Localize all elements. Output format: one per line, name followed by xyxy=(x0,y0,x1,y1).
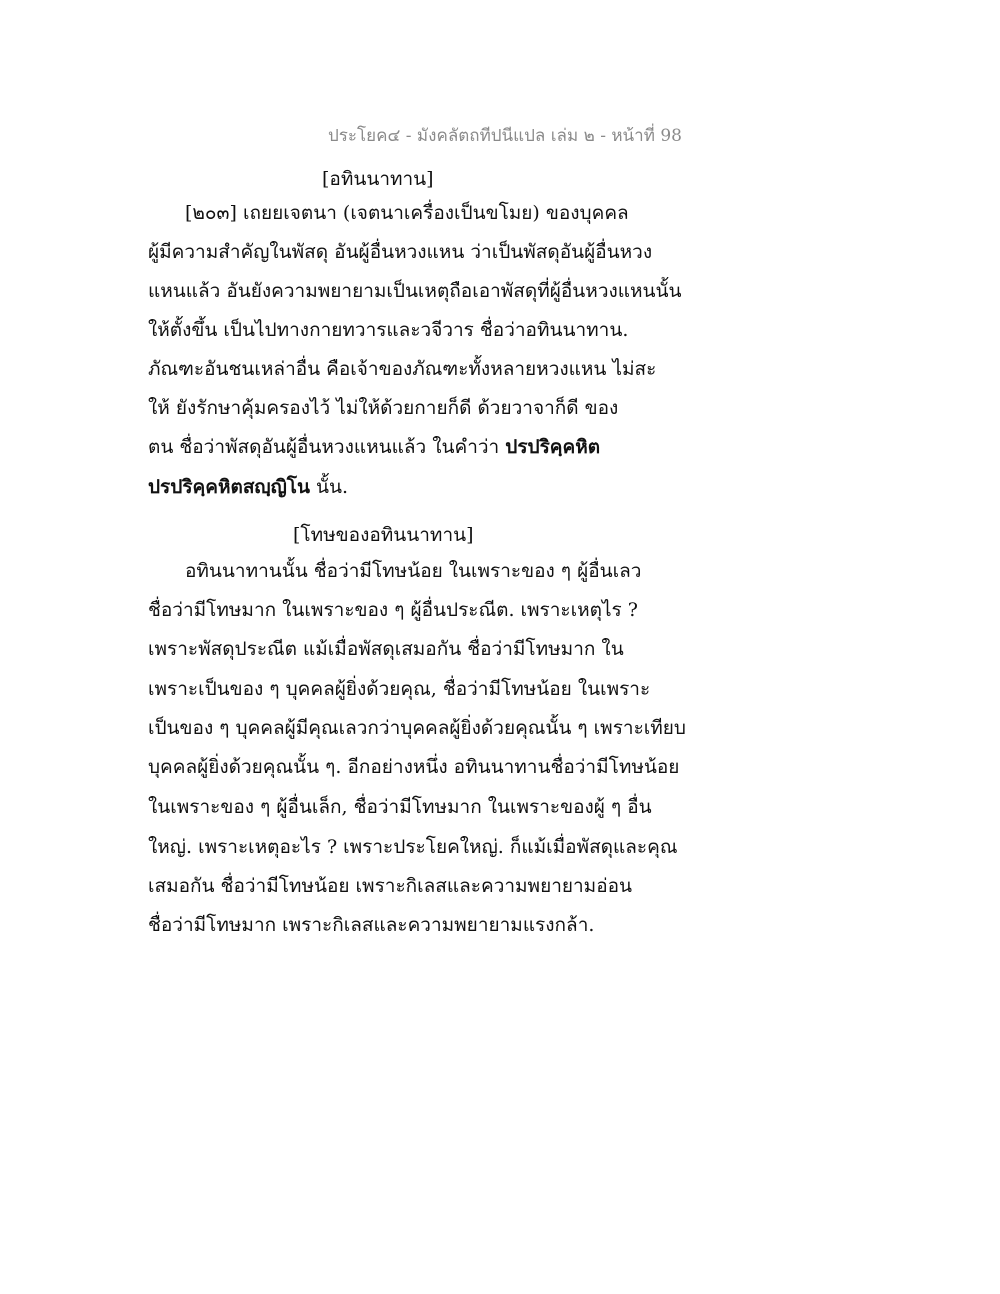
running-header: ประโยค๔ - มังคลัตถทีปนีแปล เล่ม ๒ - หน้าที่ 98 xyxy=(328,126,682,146)
paragraph1-line2: ผู้มีความสำคัญในพัสดุ อันผู้อื่นหวงแหน ว่าเป็นพัสดุอันผู้อื่นหวง xyxy=(148,241,653,263)
paragraph1-line8 xyxy=(148,478,348,497)
pali-term-parapariggahitasannino: ปรปริคฺคหิตสญฺญิโน xyxy=(148,476,310,498)
paragraph1-line1: [๒๐๓] เถยยเจตนา (เจตนาเครื่องเป็นขโมย) ของบุคคล xyxy=(185,202,629,224)
paragraph2-line2: ชื่อว่ามีโทษมาก ในเพราะของ ๆ ผู้อื่นประณีต. เพราะเหตุไร ? xyxy=(148,599,638,621)
paragraph1-line4: ให้ตั้งขึ้น เป็นไปทางกายทวารและวจีวาร ชื่อว่าอทินนาทาน. xyxy=(148,319,629,341)
paragraph1-line7 xyxy=(148,438,600,457)
paragraph2-line6: บุคคลผู้ยิ่งด้วยคุณนั้น ๆ. อีกอย่างหนึ่ง อทินนาทานชื่อว่ามีโทษน้อย xyxy=(148,756,680,778)
paragraph1-line3: แหนแล้ว อันยังความพยายามเป็นเหตุถือเอาพัสดุที่ผู้อื่นหวงแหนนั้น xyxy=(148,280,682,302)
paragraph2-line4: เพราะเป็นของ ๆ บุคคลผู้ยิ่งด้วยคุณ, ชื่อว่ามีโทษน้อย ในเพราะ xyxy=(148,678,651,700)
paragraph2-line9: เสมอกัน ชื่อว่ามีโทษน้อย เพราะกิเลสและความพยายามอ่อน xyxy=(148,875,633,897)
paragraph2-line3: เพราะพัสดุประณีต แม้เมื่อพัสดุเสมอกัน ชื่อว่ามีโทษมาก ใน xyxy=(148,638,624,660)
paragraph2-line10: ชื่อว่ามีโทษมาก เพราะกิเลสและความพยายามแรงกล้า. xyxy=(148,914,595,936)
paragraph2-line5: เป็นของ ๆ บุคคลผู้มีคุณเลวกว่าบุคคลผู้ยิ่งด้วยคุณนั้น ๆ เพราะเทียบ xyxy=(148,717,686,739)
paragraph2-line8: ใหญ่. เพราะเหตุอะไร ? เพราะประโยคใหญ่. ก็แม้เมื่อพัสดุและคุณ xyxy=(148,836,678,858)
section-heading-adinnadana: [อทินนาทาน] xyxy=(322,168,434,190)
paragraph1-line7-text: ตน ชื่อว่าพัสดุอันผู้อื่นหวงแหนแล้ว ในคำว่า xyxy=(148,436,506,458)
paragraph2-line1: อทินนาทานนั้น ชื่อว่ามีโทษน้อย ในเพราะของ ๆ ผู้อื่นเลว xyxy=(185,560,642,582)
paragraph2-line7: ในเพราะของ ๆ ผู้อื่นเล็ก, ชื่อว่ามีโทษมาก ในเพราะของผู้ ๆ อื่น xyxy=(148,796,652,818)
paragraph1-line6: ให้ ยังรักษาคุ้มครองไว้ ไม่ให้ด้วยกายก็ดี ด้วยวาจาก็ดี ของ xyxy=(148,397,619,419)
paragraph1-line8-text: นั้น. xyxy=(309,476,349,498)
paragraph1-line5: ภัณฑะอันชนเหล่าอื่น คือเจ้าของภัณฑะทั้งหลายหวงแหน ไม่สะ xyxy=(148,358,657,380)
pali-term-parapariggahita: ปรปริคฺคหิต xyxy=(505,436,601,458)
section-heading-fault-of-adinnadana: [โทษของอทินนาทาน] xyxy=(293,524,474,546)
